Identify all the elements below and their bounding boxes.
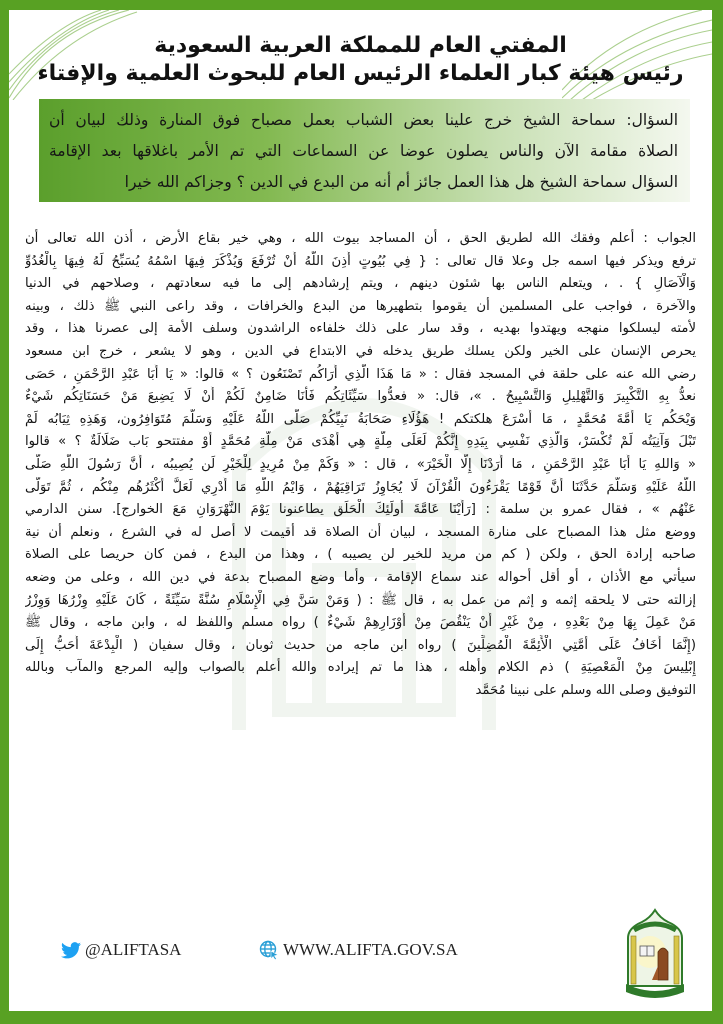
answer-line: صاحبه إرادة الحق ، ولكن ( كم من مريد للخير لن يصيبه ) ، وهذا من البدع ، فمن كان حريصا على الصلاة: [25, 547, 696, 563]
website-link[interactable]: [259, 940, 458, 960]
answer-line: « وَاللهِ يَا أَبَا عَبْدِ الرَّحْمَنِ ، مَا أَرَدْنَا إِلَّا الْخَيْرَ» ، قال : « وَكَمْ مِنْ مُرِيدٍ لِلْخَيْرِ لَن يُصِيبُه ، أَنَّ رَسُولَ اللَّهِ صَلَّى: [25, 456, 696, 472]
question-box: [39, 99, 690, 202]
answer-line: لأمته ليسلكوا منهجه ويهتدوا بهديه ، وقد سار على ذلك خلفاءه الراشدون وسلف الأمة إلى عصرنا هذا ، وقد: [25, 321, 696, 337]
answer-line: الجواب : أعلم وفقك الله لطريق الحق ، أن المساجد بيوت الله ، وهي خير بقاع الأرض ، أذن الله تعالى أن: [25, 231, 696, 246]
answer-line: نعدُّ بِهِ التَّكْبِيرَ وَالتَّهْلِيلِ وَالتَّسْبِيحُ . »، قال: « فعدُّوا سَيِّئَاتِكُم فَأَنَا ضَامِنٌ لَكُمْ أَنْ لَا يَضِيعَ مَنْ حَسَنَاتِكُم شَيْءٌ: [25, 389, 696, 405]
answer-line: عَنْهُم » ، فقال عمرو بن سلمة : [رَأَيْنَا عَامَّةَ أُولَئِكَ الْحَلَق يطاعنونا يَوْمَ النَّهْرَوَانِ مَعَ الخوارج]. سنن الدارمي: [25, 502, 696, 518]
twitter-handle: @ALIFTASA: [85, 940, 182, 959]
question-line: الصلاة مقامة الآن والناس يصلون عوضا عن السماعات التي تم الأمر باغلاقها بعد الإقامة: [49, 142, 678, 160]
twitter-bird-icon: [61, 942, 81, 959]
document-header: [9, 32, 712, 88]
answer-line: رضي الله عنه على حلقة في المسجد فقال : « مَا هَذَا الَّذِي أَرَاكُم تَصْنَعُون ؟ » قالوا: « يَا أَبَا عَبْدِ الرَّحْمَنِ ، حَصَى: [25, 366, 696, 382]
fatwa-document: [9, 10, 712, 1011]
question-line: السؤال سماحة الشيخ هل هذا العمل جائز أم أنه من البدع في الدين ؟ وجزاكم الله خيرا: [124, 173, 678, 191]
answer-line: والآخرة ، فواجب على المسلمين أن يقوموا بتطهيرها من البدع والخرافات ، وقد راعى النبي ﷺ ذلك ، وبينه: [25, 298, 696, 314]
header-title-line2: رئيس هيئة كبار العلماء الرئيس العام للبحوث العلمية والإفتاء: [37, 61, 684, 86]
answer-line: ترفع ويذكر فيها اسمه جل وعلا قال تعالى : { فِي بُيُوتٍ أَذِنَ اللَّهُ أَنْ تُرْفَعَ وَيُذْكَرَ فِيهَا اسْمُهُ يُسَبِّحُ لَهُ فِيهَا بِالْغُدُوِّ: [25, 253, 696, 269]
answer-line: مَنْ عَمِلَ بِهَا مِنْ بَعْدِهِ ، مِنْ غَيْرِ أَنْ يَنْقُصَ مِنْ أَوْزَارِهِمْ شَيْءٌ ) رواه مسلم واللفظ له ، وابن ماجه ، وقال ﷺ: [25, 615, 696, 631]
answer-line: يحرص الإنسان على الخير ولكن يسلك طريق يدخله في الابتداع في الدين ، وهو لا يشعر ، خرج ابن مسعود: [25, 343, 696, 359]
website-url: WWW.ALIFTA.GOV.SA: [283, 940, 458, 959]
answer-line: (إِنَّمَا أَخَافُ عَلَى أُمَّتِي الْأَئِمَّةَ الْمُضِلِّينَ ) رواه ابن ماجه من حديث ثوبان ، وقال سفيان ( الْبِدْعَةَ أَحَبُّ إِلَى: [25, 637, 696, 653]
question-line: السؤال: سماحة الشيخ خرج علينا بعض الشباب بعمل مصباح فوق المنارة وذلك لبيان أن: [49, 111, 678, 129]
header-title-line1: المفتي العام للمملكة العربية السعودية: [154, 33, 567, 58]
answer-line: تَبْلَ وَآنِيَتُه لَمْ تُكْسَرْ، وَالَّذِي نَفْسِي بِيَدِهِ إِنَّكُمْ لَعَلَى مِلَّةٍ هِي أَهْدَى مَنْ مِلَّةِ مُحَمَّدٍ أَوْ مفتتحو بَاب ضَلَالَةٌ ؟ » قالوا: [25, 434, 696, 450]
answer-line: وَالْآصَالِ } . ، ويتعلم الناس بها شئون دينهم ، ويتم إرشادهم إلى ما فيه سعادتهم ، وصلاحهم في الدنيا: [25, 276, 696, 292]
alifta-emblem-logo: [620, 908, 690, 1000]
footer: [9, 930, 712, 1000]
globe-cursor-icon: [259, 940, 279, 960]
answer-body: [25, 228, 696, 702]
answer-line: التوفيق وصلى الله وسلم على نبينا مُحَمَّد: [475, 682, 696, 698]
answer-line: سيأتي مع الأذان ، أو أقل أحواله عند سماع الإقامة ، وأما وضع المصباح بدعة في دين الله ، وعلى من وضعه: [25, 569, 696, 585]
answer-line: ووضع مثل هذا المصباح على منارة المسجد ، لبيان أن الصلاة قد أقيمت لا أصل له في الشرع ، ونعلم أن نية: [25, 524, 696, 540]
twitter-link[interactable]: [61, 940, 181, 960]
answer-line: وَيْحَكُم يَا أُمَّةَ مُحَمَّدٍ ، مَا أَسْرَعَ هلكتكم ! هَؤُلَاءِ صَحَابَةُ نَبِيِّكُمْ صَلَّى اللَّهُ عَلَيْهِ وَسَلَّمَ مُتَوَافِرُون، وَهَذِهِ ثِيَابُه لَمْ: [25, 411, 696, 427]
answer-line: إِبْلِيسَ مِنْ الْمَعْصِيَةِ ) ذم الكلام وأهله ، هذا ما تم إيراده والله أعلم بالصواب وإليه المرجع والمآب وبالله: [25, 660, 696, 676]
answer-line: إزالته حتى لا يلحقه إثمه و إثم من عمل به ، قال ﷺ : ( وَمَنْ سَنَّ فِي الْإِسْلَامِ سُنَّةً سَيِّئَةً ، كَانَ عَلَيْهِ وِزْرُهَا وَوِزْرُ: [25, 592, 696, 608]
answer-line: اللَّهُ عَلَيْهِ وَسَلَّمَ حَدَّثَنَا أَنَّ قَوْمًا يَقْرَءُونَ الْقُرْآنَ لَا يُجَاوِزُ تَرَاقِيَهُمْ ، وَايْمُ اللَّهِ مَا أَدْرِي لَعَلَّ أَكْثَرُهُم مِنْكُم ، ثُمَّ تَوَلَّى: [25, 479, 696, 495]
